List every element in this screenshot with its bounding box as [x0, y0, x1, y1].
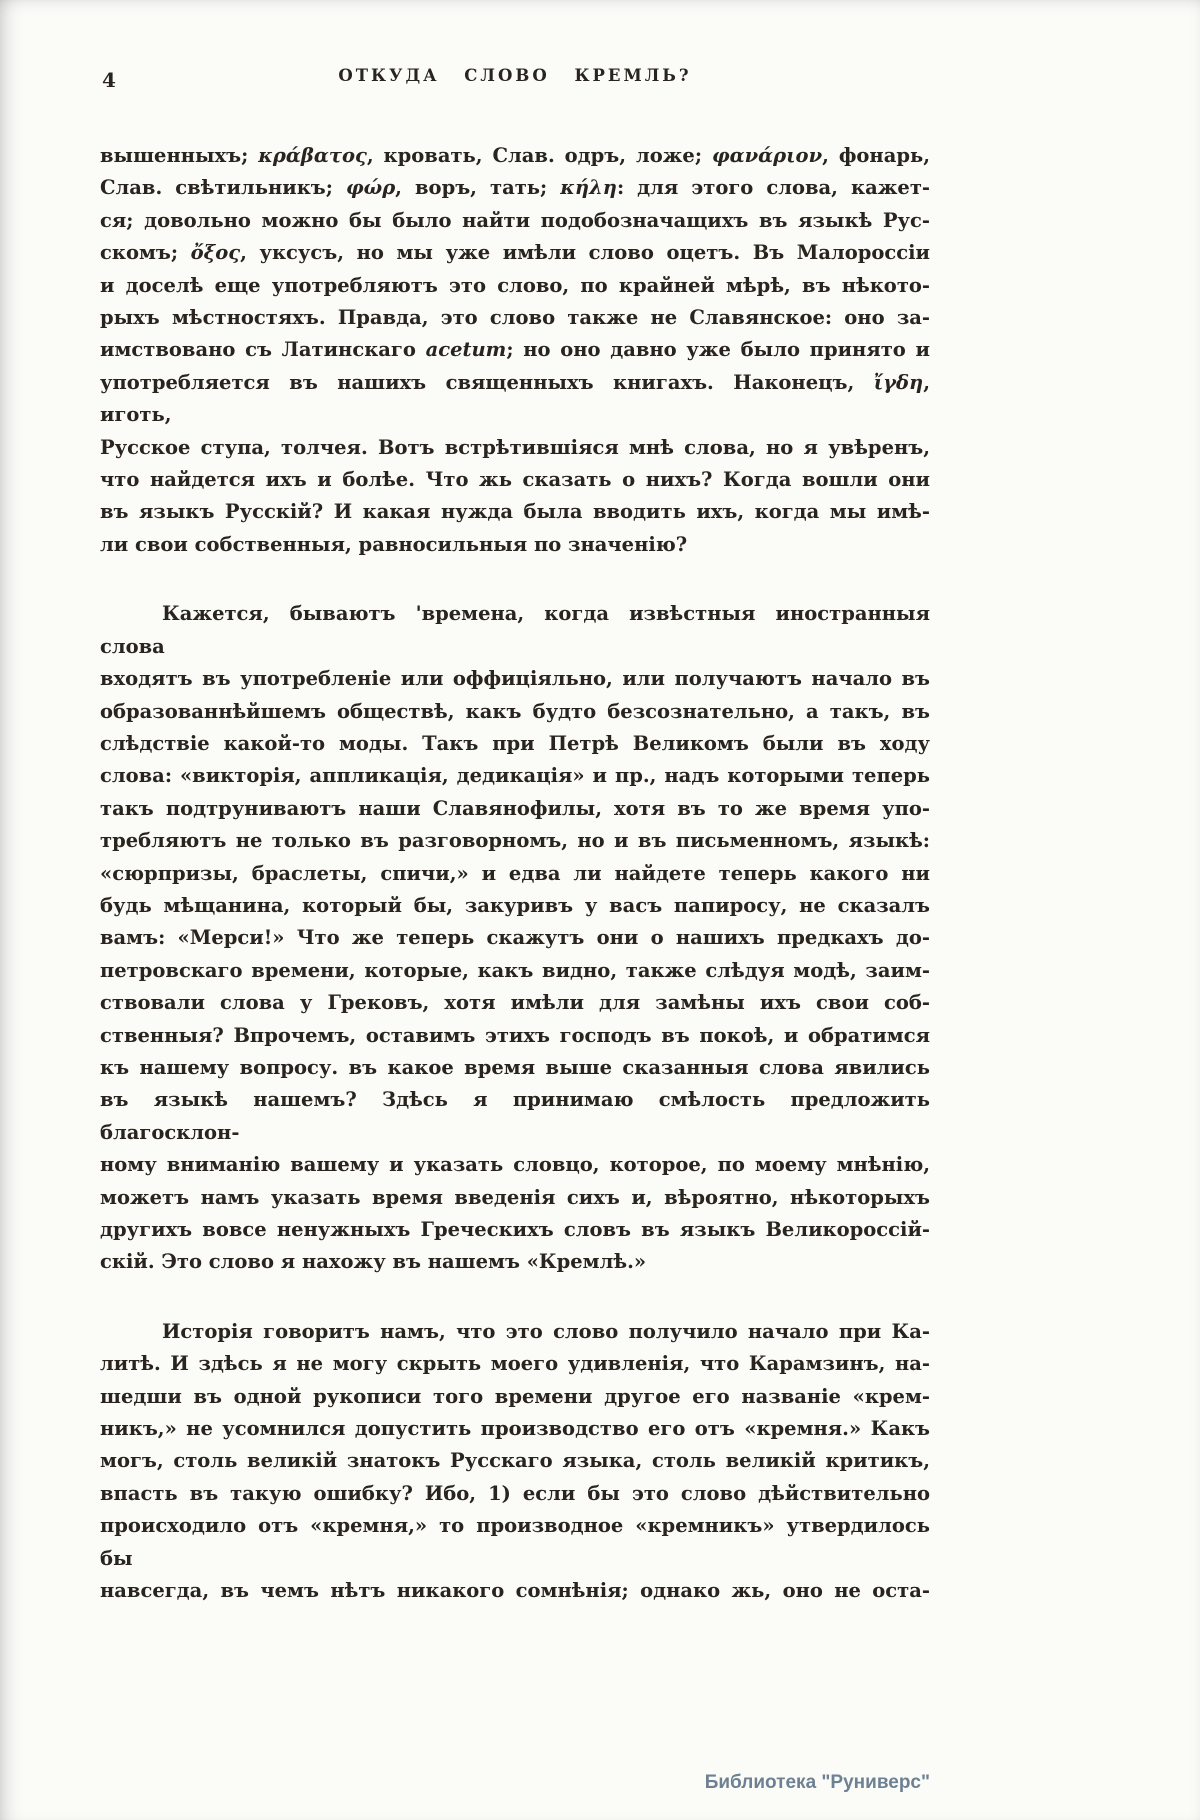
text-line: литѣ. И здѣсь я не могу скрыть моего удивленія, что Карамзинъ, на- [100, 1352, 930, 1376]
text-line: къ нашему вопросу. въ какое время выше сказанныя слова явились [100, 1055, 930, 1079]
text-line: употребляется въ нашихъ священныхъ книгахъ. Наконецъ, ἴγδη, иготь, [100, 370, 930, 427]
foreign-word: κήλη [560, 176, 617, 200]
text-line: другихъ вовсе ненужныхъ Греческихъ словъ въ языкъ Великороссій- [100, 1218, 930, 1241]
text-line: входятъ въ употребленіе или оффиціяльно, или получаютъ начало въ [100, 667, 930, 691]
text-line: слѣдствіе какой-то моды. Такъ при Петрѣ Великомъ были въ ходу [100, 731, 930, 755]
foreign-word: ἴγδη [873, 370, 924, 394]
text-line: ся; довольно можно бы было найти подобозначащихъ въ языкѣ Рус- [100, 208, 930, 232]
paragraph [100, 598, 930, 1279]
text-line: скомъ; ὄξος, уксусъ, но мы уже имѣли слово оцетъ. Въ Малороссіи [100, 241, 930, 265]
text-line: происходило отъ «кремня,» то производное «кремникъ» утвердилось бы [100, 1514, 930, 1570]
library-watermark: Библиотека "Руниверс" [704, 1772, 930, 1793]
text-line: Исторія говоритъ намъ, что это слово получило начало при Ка- [162, 1319, 930, 1343]
text-line: въ языкъ Русскій? И какая нужда была вводить ихъ, когда мы имѣ- [100, 500, 930, 524]
text-line: и доселѣ еще употребляютъ это слово, по крайней мѣрѣ, въ нѣкото- [100, 273, 930, 297]
text-line: такъ подтруниваютъ наши Славянофилы, хотя въ то же время упо- [100, 796, 930, 820]
text-line: навсегда, въ чемъ нѣтъ никакого сомнѣнія; однако жь, оно не оста- [100, 1579, 930, 1603]
foreign-word: ὄξος [190, 241, 241, 265]
text-line: шедши въ одной рукописи того времени другое его названіе «крем- [100, 1384, 930, 1408]
foreign-word: φανάριον [711, 144, 823, 167]
page-header [100, 66, 930, 100]
text-line: Слав. свѣтильникъ; φώρ, воръ, тать; κήλη: для этого слова, кажет- [100, 176, 930, 200]
paragraph [100, 1316, 930, 1608]
text-line: петровскаго времени, которые, какъ видно, также слѣдуя модѣ, заим- [100, 958, 930, 982]
text-line: Русское ступа, толчея. Вотъ встрѣтившіяся мнѣ слова, но я увѣренъ, [100, 435, 930, 459]
body-text [100, 140, 930, 1607]
foreign-word: φώρ [345, 176, 396, 200]
text-line: требляютъ не только въ разговорномъ, но и въ письменномъ, языкѣ: [100, 829, 930, 853]
text-line: въ языкѣ нашемъ? Здѣсь я принимаю смѣлость предложить благосклон- [100, 1088, 930, 1144]
running-title: ОТКУДА СЛОВО КРЕМЛЬ? [338, 66, 692, 85]
text-line: имствовано съ Латинскаго acetum; но оно давно уже было принято и [100, 338, 930, 362]
text-line: Кажется, бываютъ 'времена, когда извѣстныя иностранныя слова [100, 602, 930, 658]
text-line: будь мѣщанина, который бы, закуривъ у васъ папиросу, не сказалъ [100, 893, 930, 917]
text-line: что найдется ихъ и болѣе. Что жь сказать о нихъ? Когда вошли они [100, 468, 930, 492]
watermark-row [100, 1772, 930, 1794]
page-number: 4 [102, 68, 116, 92]
foreign-word: κράβατος [258, 144, 367, 167]
text-line: ли свои собственныя, равносильныя по значенію? [100, 532, 688, 556]
text-line: вышенныхъ; κράβατος, кровать, Слав. одръ, ложе; φανάριον, фонарь, [100, 144, 930, 167]
text-line: ственныя? Впрочемъ, оставимъ этихъ господъ въ покоѣ, и обратимся [100, 1023, 930, 1047]
text-line: рыхъ мѣстностяхъ. Правда, это слово также не Славянское: оно за- [100, 306, 930, 330]
text-line: могъ, столь великій знатокъ Русскаго языка, столь великій критикъ, [100, 1449, 930, 1473]
text-line: вамъ: «Мерси!» Что же теперь скажутъ они о нашихъ предкахъ до- [100, 926, 930, 950]
text-line: впасть въ такую ошибку? Ибо, 1) если бы это слово дѣйствительно [100, 1481, 930, 1505]
foreign-word: acetum [425, 338, 507, 362]
text-line: ствовали слова у Грековъ, хотя имѣли для замѣны ихъ свои соб- [100, 991, 930, 1015]
text-line: ному вниманію вашему и указать словцо, которое, по моему мнѣнію, [100, 1153, 930, 1177]
text-line: «сюрпризы, браслеты, спичи,» и едва ли найдете теперь какого ни [100, 861, 930, 885]
paragraph [100, 140, 930, 561]
text-line: можетъ намъ указать время введенія сихъ и, вѣроятно, нѣкоторыхъ [100, 1185, 930, 1209]
text-line: образованнѣйшемъ обществѣ, какъ будто безсознательно, а такъ, въ [100, 699, 930, 723]
text-line: скій. Это слово я нахожу въ нашемъ «Кремлѣ.» [100, 1250, 647, 1274]
text-line: слова: «викторія, аппликація, дедикація» и пр., надъ которыми теперь [100, 764, 930, 788]
text-line: никъ,» не усомнился допустить производство его отъ «кремня.» Какъ [100, 1417, 930, 1441]
